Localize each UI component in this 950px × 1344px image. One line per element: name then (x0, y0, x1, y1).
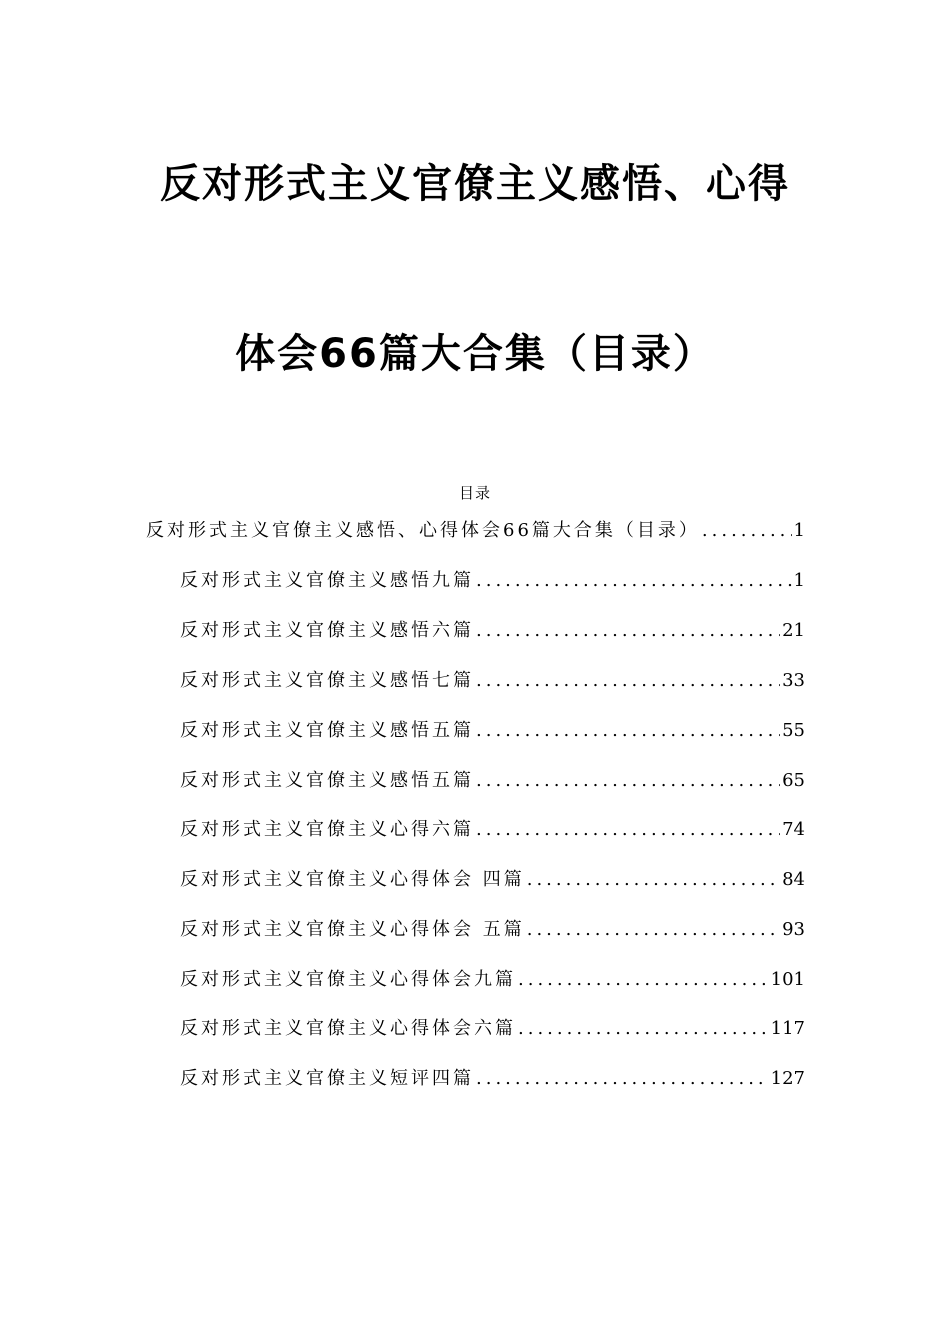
toc-entry[interactable] (180, 815, 805, 845)
toc-page-number: 127 (770, 1068, 805, 1089)
toc-entry-title: 反对形式主义官僚主义感悟七篇 (180, 670, 474, 691)
toc-page-number: 101 (770, 969, 805, 990)
toc-page-number: 117 (770, 1018, 805, 1039)
toc-dot-leader (476, 570, 792, 591)
toc-heading: 目录 (458, 484, 491, 502)
toc-entry[interactable] (180, 566, 805, 596)
toc-page-number: 93 (782, 919, 805, 940)
toc-page-number: 55 (782, 720, 805, 741)
toc-page-number: 74 (782, 819, 805, 840)
toc-dot-leader (702, 520, 792, 541)
toc-dot-leader (518, 1018, 769, 1039)
toc-page-number: 84 (782, 869, 805, 890)
toc-entry[interactable] (180, 716, 805, 746)
toc-dot-leader (476, 720, 780, 741)
toc-entry[interactable] (180, 616, 805, 646)
toc-entry[interactable] (146, 516, 805, 546)
toc-dot-leader (476, 1068, 769, 1089)
toc-entry[interactable] (180, 965, 805, 995)
document-title-line-1: 反对形式主义官僚主义感悟、心得 (160, 161, 790, 207)
toc-entry[interactable] (180, 666, 805, 696)
toc-entry-title: 反对形式主义官僚主义感悟九篇 (180, 570, 474, 591)
toc-page-number: 33 (782, 670, 805, 691)
toc-entry[interactable] (180, 1064, 805, 1094)
document-title-line-2: 体会66篇大合集（目录） (235, 331, 715, 377)
toc-entry-title: 反对形式主义官僚主义感悟五篇 (180, 720, 474, 741)
toc-entry[interactable] (180, 865, 805, 895)
toc-entry-title: 反对形式主义官僚主义心得体会六篇 (180, 1018, 516, 1039)
toc-page-number: 65 (782, 770, 805, 791)
toc-dot-leader (476, 670, 780, 691)
toc-entry-title: 反对形式主义官僚主义感悟五篇 (180, 770, 474, 791)
toc-entry-title: 反对形式主义官僚主义心得六篇 (180, 819, 474, 840)
toc-dot-leader (518, 969, 769, 990)
toc-entry-title: 反对形式主义官僚主义心得体会九篇 (180, 969, 516, 990)
toc-dot-leader (476, 770, 780, 791)
toc-entry[interactable] (180, 915, 805, 945)
toc-entry-title: 反对形式主义官僚主义心得体会 四篇 (180, 869, 525, 890)
toc-entry-title: 反对形式主义官僚主义短评四篇 (180, 1068, 474, 1089)
toc-dot-leader (527, 869, 780, 890)
toc-entry[interactable] (180, 766, 805, 796)
toc-page-number: 1 (793, 520, 805, 541)
toc-dot-leader (476, 819, 780, 840)
toc-dot-leader (527, 919, 780, 940)
toc-page-number: 1 (793, 570, 805, 591)
toc-entry[interactable] (180, 1014, 805, 1044)
toc-dot-leader (476, 620, 780, 641)
toc-entry-title: 反对形式主义官僚主义心得体会 五篇 (180, 919, 525, 940)
toc-entry-title: 反对形式主义官僚主义感悟、心得体会66篇大合集（目录） (146, 520, 700, 541)
toc-entry-title: 反对形式主义官僚主义感悟六篇 (180, 620, 474, 641)
toc-page-number: 21 (782, 620, 805, 641)
